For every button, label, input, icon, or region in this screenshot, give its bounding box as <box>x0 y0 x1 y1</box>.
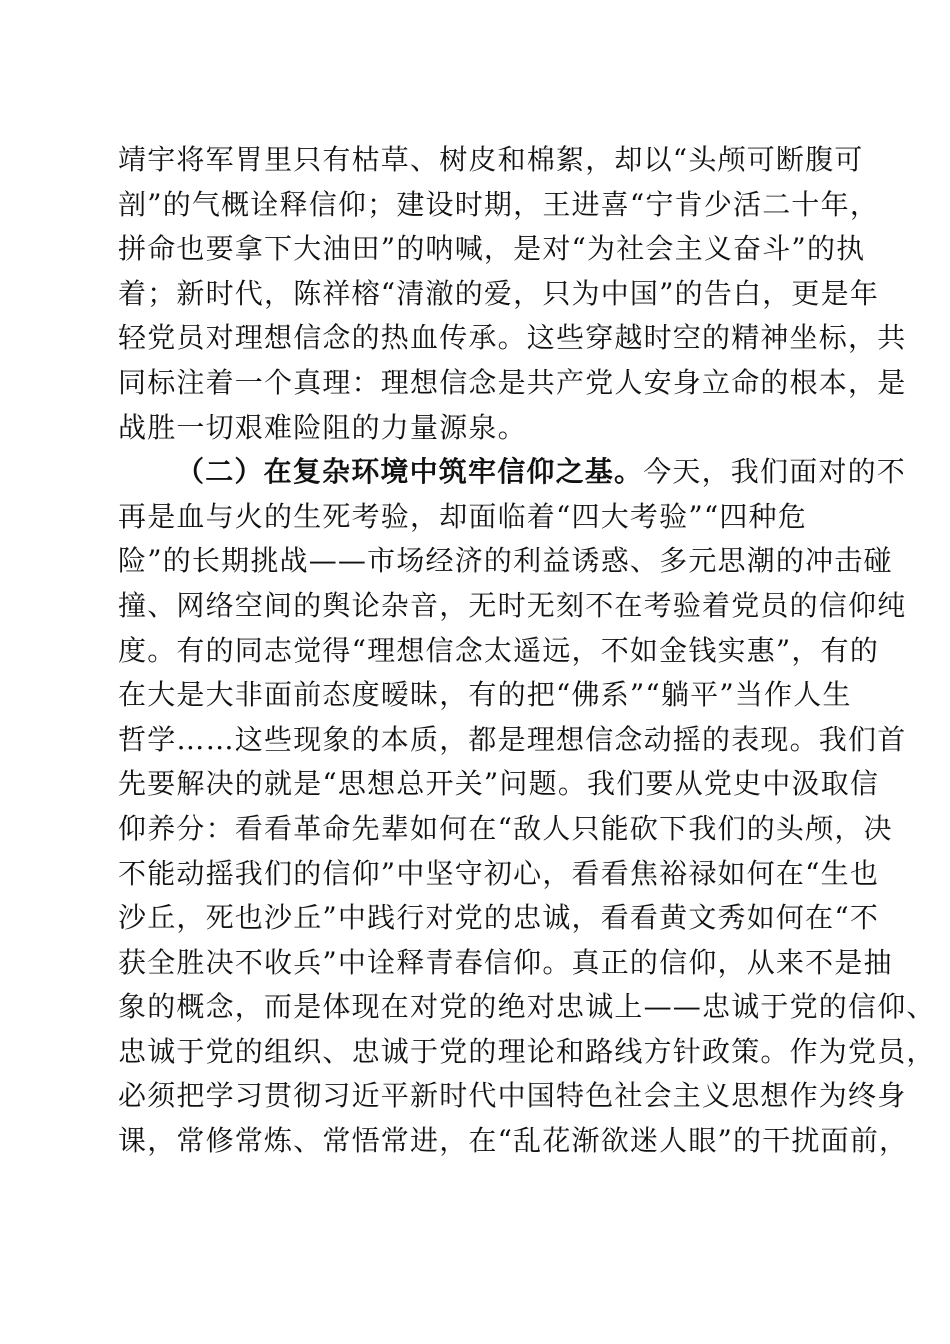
text-line: 撞、网络空间的舆论杂音，无时无刻不在考验着党员的信仰纯 <box>118 588 907 622</box>
text-line: 剖”的气概诠释信仰；建设时期，王进喜“宁肯少活二十年， <box>118 187 880 221</box>
document-body <box>118 138 936 1164</box>
text-line: 险”的长期挑战——市场经济的利益诱惑、多元思潮的冲击碰 <box>118 544 893 578</box>
text-line: 哲学……这些现象的本质，都是理想信念动摇的表现。我们首 <box>118 722 907 756</box>
text-line: 获全胜决不收兵”中诠释青春信仰。真正的信仰，从来不是抽 <box>118 945 893 979</box>
section-heading: （二）在复杂环境中筑牢信仰之基。 <box>176 455 644 489</box>
paragraph-2 <box>118 450 936 1164</box>
text-line: 课，常修常炼、常悟常进，在“乱花渐欲迷人眼”的干扰面前， <box>118 1124 909 1158</box>
text-line: 战胜一切艰难险阻的力量源泉。 <box>118 410 527 444</box>
text-line: 象的概念，而是体现在对党的绝对忠诚上——忠诚于党的信仰、 <box>118 990 936 1024</box>
text-line: 再是血与火的生死考验，却面临着“四大考验”“四种危 <box>118 499 807 533</box>
text-line: 先要解决的就是“思想总开关”问题。我们要从党史中汲取信 <box>118 767 880 801</box>
text-line: 在大是大非面前态度暧昧，有的把“佛系”“躺平”当作人生 <box>118 678 852 712</box>
text-line: 度。有的同志觉得“理想信念太遥远，不如金钱实惠”，有的 <box>118 633 880 667</box>
text-line: 同标注着一个真理：理想信念是共产党人安身立命的根本，是 <box>118 365 907 399</box>
text-line: 仰养分：看看革命先辈如何在“敌人只能砍下我们的头颅，决 <box>118 811 893 845</box>
text-line: 必须把学习贯彻习近平新时代中国特色社会主义思想作为终身 <box>118 1079 907 1113</box>
text-line: 不能动摇我们的信仰”中坚守初心，看看焦裕禄如何在“生也 <box>118 856 880 890</box>
text-line: 着；新时代，陈祥榕“清澈的爱，只为中国”的告白，更是年 <box>118 276 880 310</box>
text-line: 忠诚于党的组织、忠诚于党的理论和路线方针政策。作为党员， <box>118 1034 936 1068</box>
section-heading-rest: 今天，我们面对的不 <box>643 455 907 489</box>
text-line: 靖宇将军胃里只有枯草、树皮和棉絮，却以“头颅可断腹可 <box>118 143 864 176</box>
paragraph-1 <box>118 138 907 450</box>
text-line-first <box>118 450 907 495</box>
text-line: 拼命也要拿下大油田”的呐喊，是对“为社会主义奋斗”的执 <box>118 232 866 266</box>
text-line: 沙丘，死也沙丘”中践行对党的忠诚，看看黄文秀如何在“不 <box>118 901 880 935</box>
text-line: 轻党员对理想信念的热血传承。这些穿越时空的精神坐标，共 <box>118 321 907 355</box>
